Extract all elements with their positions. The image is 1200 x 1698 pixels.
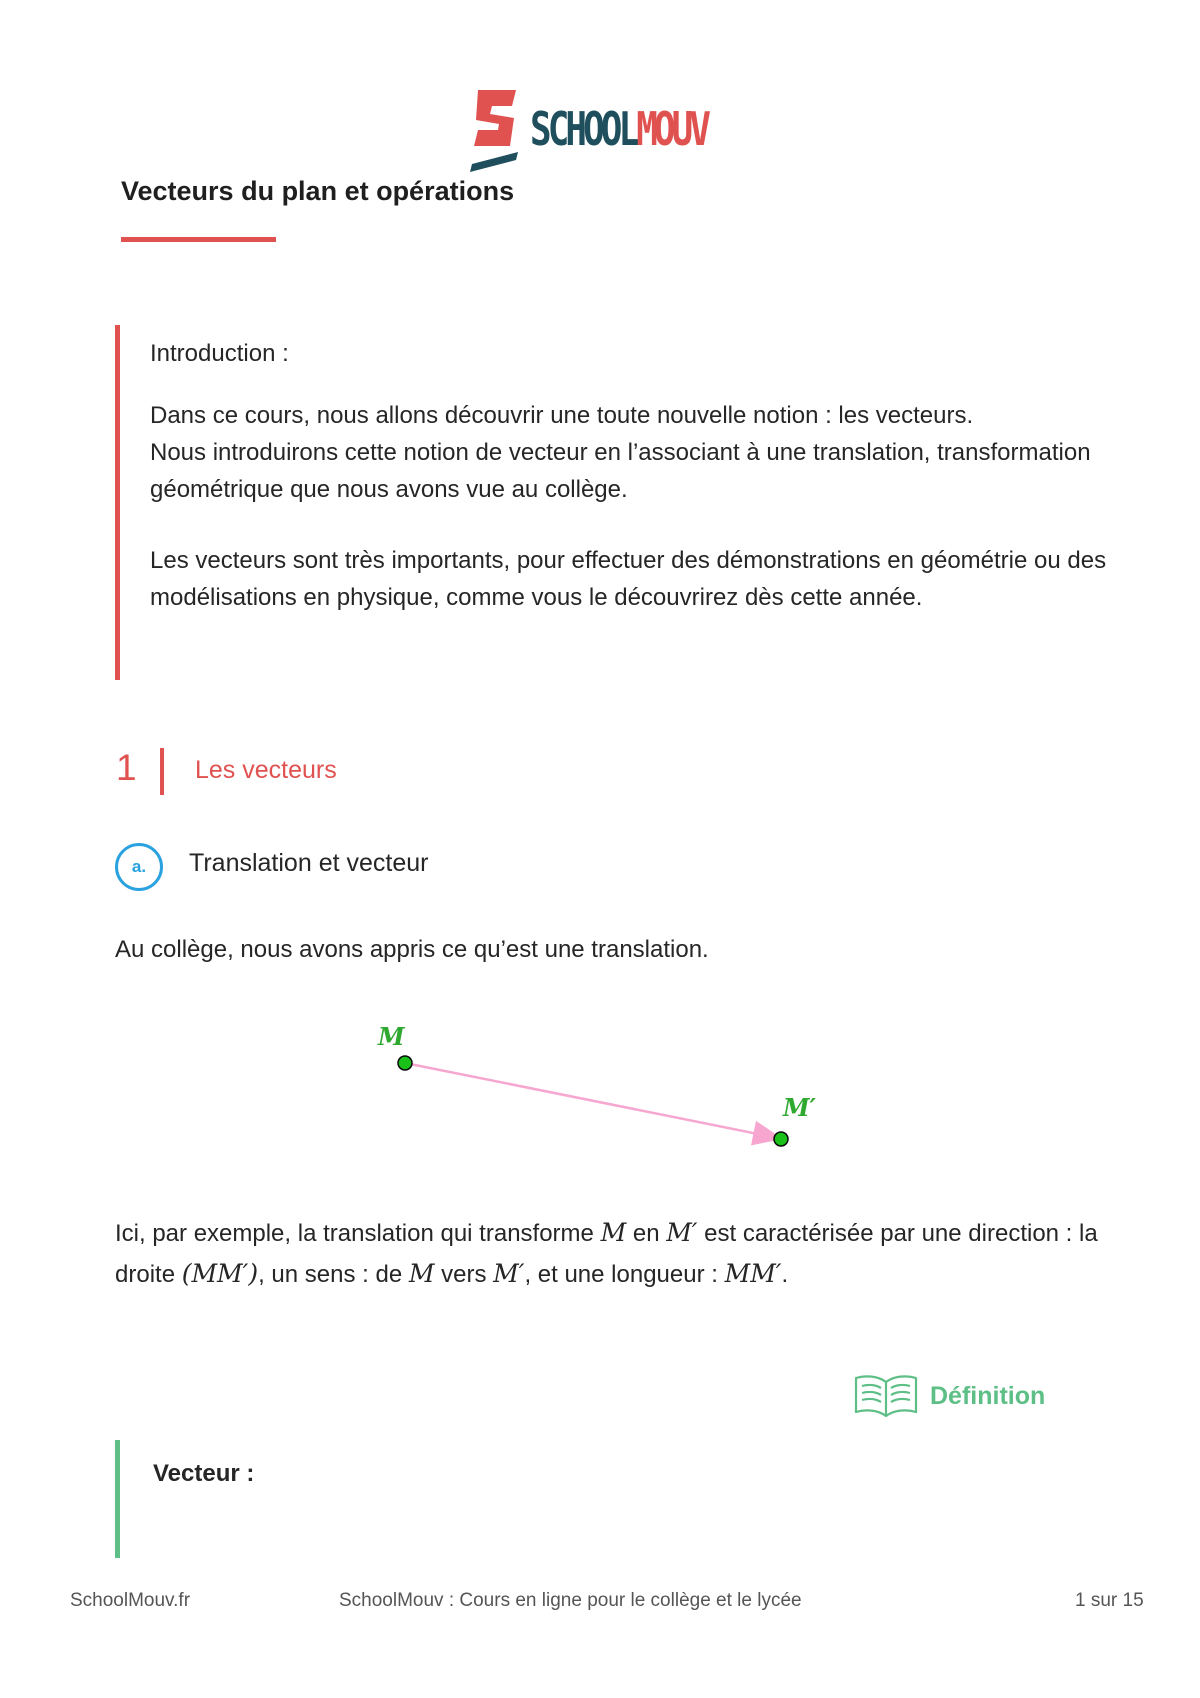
section-number: 1	[116, 747, 137, 788]
translation-figure	[360, 1010, 820, 1160]
translation-arrow	[405, 1063, 778, 1138]
definition-label-text: Définition	[930, 1382, 1046, 1410]
point-m-label: M	[378, 1022, 405, 1051]
introduction-paragraph-3: Les vecteurs sont très importants, pour effectuer des démonstrations en géométrie ou des modélisations en physique, comme vous le découvrirez dès cette année.	[150, 547, 1107, 611]
math-line-mm-prime: (MM′)	[181, 1259, 259, 1288]
definition-box	[115, 1440, 1110, 1558]
point-m-prime	[774, 1132, 788, 1146]
text-run: en	[626, 1220, 667, 1247]
schoolmouv-logo	[468, 86, 748, 172]
point-m-prime-label: M′	[783, 1093, 816, 1122]
brand-wordmark: SCHOOLMOUV	[530, 102, 708, 156]
footer-page-number: 1 sur 15	[1075, 1590, 1144, 1611]
math-m-prime: M′	[493, 1259, 525, 1288]
math-length-mm-prime: MM′	[724, 1259, 782, 1288]
page-title: Vecteurs du plan et opérations	[121, 176, 515, 206]
text-run: vers	[434, 1261, 494, 1288]
schoolmouv-s-icon	[468, 86, 526, 172]
subsection-badge: a.	[115, 843, 163, 891]
text-run: Ici, par exemple, la translation qui transforme	[115, 1220, 601, 1247]
open-book-icon	[852, 1370, 920, 1420]
definition-term: Vecteur :	[153, 1460, 255, 1487]
math-m-prime: M′	[666, 1218, 698, 1247]
math-m: M	[408, 1259, 435, 1288]
introduction-box	[115, 325, 1120, 680]
body-paragraph-2	[115, 1213, 1105, 1295]
text-run: , un sens : de	[258, 1261, 409, 1288]
introduction-paragraph-2: Nous introduirons cette notion de vecteur en l’associant à une translation, transformation géométrique que nous avons vue au collège.	[150, 439, 1091, 503]
subsection-title: Translation et vecteur	[189, 849, 429, 877]
section-title: Les vecteurs	[195, 756, 337, 784]
text-run: est caractérisée par une direction : la droite	[115, 1220, 1098, 1288]
introduction-text	[150, 335, 1110, 616]
body-paragraph-1: Au collège, nous avons appris ce qu’est une translation.	[115, 936, 709, 963]
introduction-label: Introduction :	[150, 340, 289, 367]
definition-label	[852, 1370, 1062, 1420]
text-run: .	[781, 1261, 789, 1288]
footer-tagline: SchoolMouv : Cours en ligne pour le collège et le lycée	[339, 1590, 802, 1611]
point-m	[398, 1056, 412, 1070]
title-underline	[121, 237, 276, 242]
text-run: , et une longueur :	[524, 1261, 725, 1288]
introduction-paragraph-1: Dans ce cours, nous allons découvrir une toute nouvelle notion : les vecteurs.	[150, 402, 974, 429]
math-m: M	[600, 1218, 627, 1247]
section-divider	[160, 748, 164, 795]
footer-site: SchoolMouv.fr	[70, 1590, 191, 1611]
